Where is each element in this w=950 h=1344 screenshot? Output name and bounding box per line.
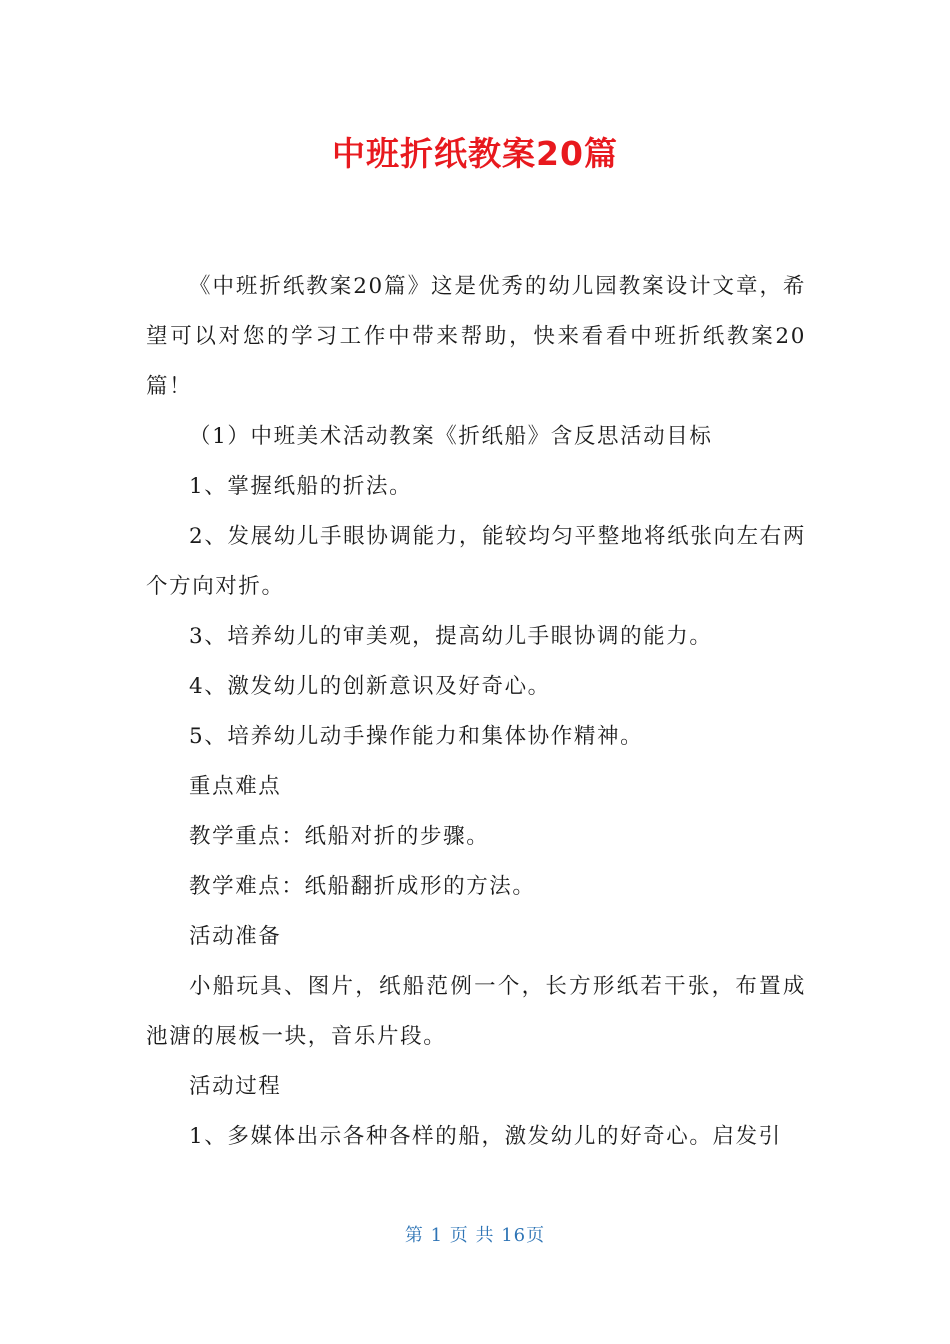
paragraph-goal-2: 2、发展幼儿手眼协调能力，能较均匀平整地将纸张向左右两个方向对折。 bbox=[146, 524, 806, 599]
paragraph-teaching-focus: 教学重点：纸船对折的步骤。 bbox=[189, 824, 490, 849]
paragraph-teaching-difficulty: 教学难点：纸船翻折成形的方法。 bbox=[189, 874, 536, 899]
paragraph-goal-4: 4、激发幼儿的创新意识及好奇心。 bbox=[189, 674, 551, 699]
paragraph-goal-5: 5、培养幼儿动手操作能力和集体协作精神。 bbox=[189, 724, 644, 749]
page-footer: 第 1 页 共 16页 bbox=[404, 1225, 546, 1246]
paragraph-preparation: 小船玩具、图片，纸船范例一个，长方形纸若干张，布置成池溏的展板一块，音乐片段。 bbox=[146, 974, 806, 1049]
paragraph-section-heading: （1）中班美术活动教案《折纸船》含反思活动目标 bbox=[189, 424, 713, 449]
paragraph-process-1: 1、多媒体出示各种各样的船，激发幼儿的好奇心。启发引 bbox=[189, 1124, 782, 1149]
paragraph-process-heading: 活动过程 bbox=[189, 1074, 282, 1099]
paragraph-goal-1: 1、掌握纸船的折法。 bbox=[189, 474, 413, 499]
paragraph-preparation-heading: 活动准备 bbox=[189, 924, 282, 949]
paragraph-key-points-heading: 重点难点 bbox=[189, 774, 282, 799]
paragraph-intro: 《中班折纸教案20篇》这是优秀的幼儿园教案设计文章，希望可以对您的学习工作中带来帮助，快来看看中班折纸教案20篇！ bbox=[146, 274, 806, 399]
document-body bbox=[146, 262, 806, 1162]
paragraph-goal-3: 3、培养幼儿的审美观，提高幼儿手眼协调的能力。 bbox=[189, 624, 713, 649]
document-title: 中班折纸教案20篇 bbox=[332, 134, 618, 173]
